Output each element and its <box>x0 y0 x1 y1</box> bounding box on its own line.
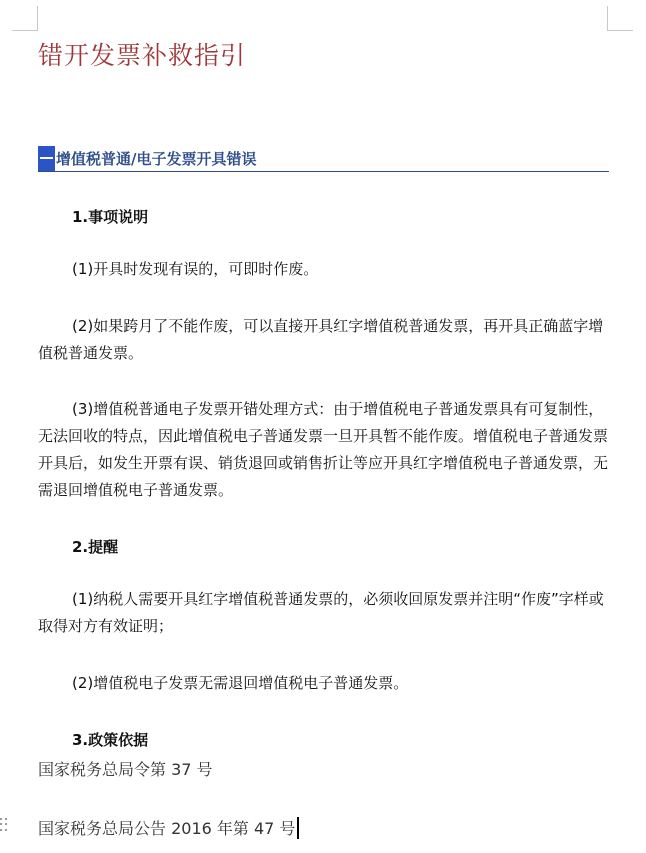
text-cursor <box>297 817 299 839</box>
policy-line-2-text[interactable]: 国家税务总局公告 2016 年第 47 号 <box>38 819 296 838</box>
page-corner-mark-right <box>607 6 633 31</box>
subsection-heading-2[interactable]: 2.提醒 <box>72 538 119 556</box>
section-heading-text[interactable]: 增值税普通/电子发票开具错误 <box>56 150 257 168</box>
drag-handle-icon[interactable] <box>0 818 8 832</box>
section-heading[interactable] <box>38 146 609 172</box>
subsection-heading-3[interactable]: 3.政策依据 <box>72 731 149 749</box>
paragraph-1-3[interactable]: (3)增值税普通电子发票开错处理方式：由于增值税电子普通发票具有可复制性，无法回收的特点，因此增值税电子普通发票一旦开具暂不能作废。增值税电子普通发票开具后，如发生开票有误、销货退回或销售折让等应开具红字增值税电子普通发票，无需退回增值税电子普通发票。 <box>38 400 609 499</box>
policy-line-1[interactable]: 国家税务总局令第 37 号 <box>38 760 213 779</box>
paragraph-1-2[interactable]: (2)如果跨月了不能作废，可以直接开具红字增值税普通发票，再开具正确蓝字增值税普通发票。 <box>38 317 604 362</box>
paragraph-2-2[interactable]: (2)增值税电子发票无需退回增值税电子普通发票。 <box>72 674 409 692</box>
heading-marker-block <box>38 146 55 171</box>
policy-line-2[interactable] <box>38 816 299 839</box>
subsection-heading-1[interactable]: 1.事项说明 <box>72 208 149 226</box>
paragraph-1-1[interactable]: (1)开具时发现有误的，可即时作废。 <box>72 260 319 278</box>
document-title[interactable]: 错开发票补救指引 <box>38 41 247 70</box>
paragraph-2-1[interactable]: (1)纳税人需要开具红字增值税普通发票的，必须收回原发票并注明“作废”字样或取得对方有效证明； <box>38 590 604 635</box>
page-corner-mark-left <box>12 6 38 31</box>
